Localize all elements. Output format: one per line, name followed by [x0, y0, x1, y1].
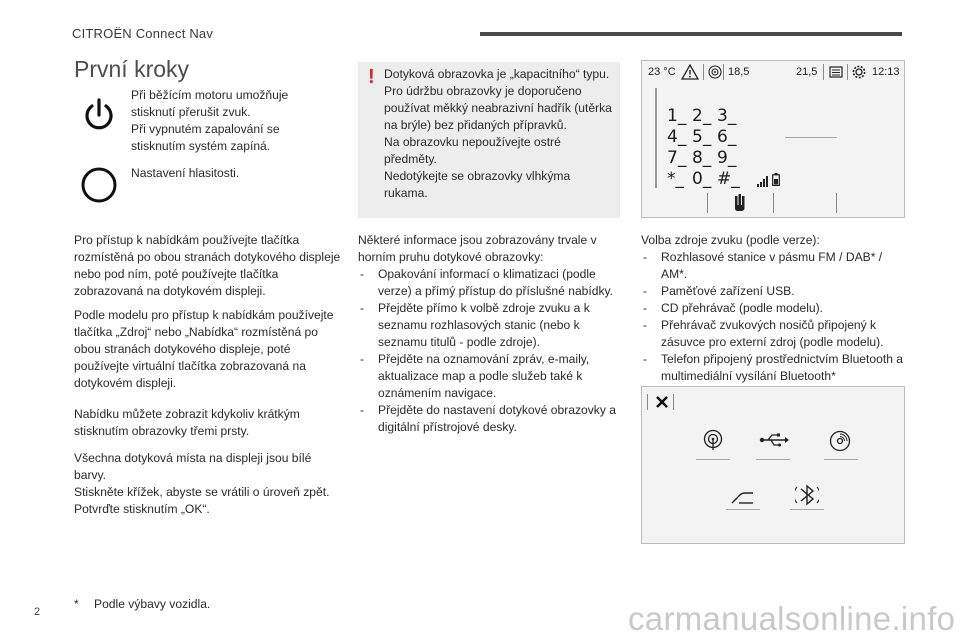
page-title: První kroky	[74, 56, 190, 82]
key: 5_	[692, 127, 712, 147]
paragraph-three-fingers: Nabídku můžete zobrazit kdykoliv krátkým stisknutím obrazovky třemi prsty.	[74, 407, 300, 438]
list-item: - Přehrávač zvukových nosičů připojený k zásuvce pro externí zdroj (podle modelu).	[641, 317, 903, 351]
source-list	[641, 249, 903, 402]
key: 7_	[667, 148, 687, 168]
key: 3_	[717, 106, 737, 126]
list-item: - Telefon připojený prostřednictvím Bluetooth a multimediální vysílání Bluetooth*	[641, 351, 903, 402]
power-description: Při běžícím motoru umožňuje stisknutí přerušit zvuk. Při vypnutém zapalování se stisknutím systém zapíná.	[131, 88, 289, 153]
key: 4_	[667, 127, 687, 147]
watermark: carmanualsonline.info	[628, 600, 956, 637]
usb-icon	[759, 433, 789, 452]
bar-separator	[773, 193, 774, 213]
document-header: CITROËN Connect Nav	[72, 26, 214, 41]
bar-separator	[703, 64, 704, 80]
key: 6_	[717, 127, 737, 147]
signal-strength-icon	[756, 174, 770, 192]
tile-underline	[696, 459, 730, 460]
bar-separator	[836, 193, 837, 213]
footnote-text: Podle výbavy vozidla.	[94, 597, 211, 611]
keypad-row	[667, 106, 742, 127]
screen-left-divider	[655, 88, 657, 188]
tile-underline	[756, 459, 790, 460]
footnote-mark: *	[74, 597, 79, 611]
volume-knob-icon	[80, 166, 118, 204]
keypad-row	[667, 169, 742, 190]
radio-icon	[703, 429, 723, 456]
right-value: 21,5	[796, 66, 818, 78]
page-number: 2	[34, 606, 41, 618]
list-item: - Přejděte do nastavení dotykové obrazovky a digitální přístrojové desky.	[358, 402, 622, 436]
bar-separator	[847, 64, 848, 80]
tile-underline	[790, 509, 824, 510]
paragraph-touch-zones: Všechna dotyková místa na displeji jsou bílé barvy. Stiskněte křížek, abyste se vrátili o úroveň zpět. Potvrďte stisknutím „OK“.	[74, 451, 330, 516]
top-bar-list	[358, 266, 622, 436]
list-item: - Rozhlasové stanice v pásmu FM / DAB* / AM*.	[641, 249, 903, 283]
climate-temp: 23 °C	[648, 66, 676, 78]
list-item: - CD přehrávač (podle modelu).	[641, 300, 903, 317]
key: 0_	[692, 169, 712, 189]
key: 2_	[692, 106, 712, 126]
touchscreen-illustration-sources	[641, 386, 905, 544]
clock: 12:13	[872, 66, 900, 78]
warning-triangle-icon	[681, 64, 699, 85]
keypad-row	[667, 127, 742, 148]
top-bar-intro: Některé informace jsou zobrazovány trvale v horním pruhu dotykové obrazovky:	[358, 233, 597, 264]
header-rule	[480, 32, 902, 36]
left-value: 18,5	[728, 66, 750, 78]
key: #_	[717, 169, 740, 189]
aux-jack-icon	[729, 486, 755, 511]
bar-separator	[673, 394, 674, 410]
hand-touch-icon	[733, 194, 747, 217]
power-icon	[80, 96, 118, 134]
paragraph-menus: Pro přístup k nabídkám používejte tlačítka rozmístěná po obou stranách dotykového displeje nebo pod ním, poté používejte tlačítka zobrazovaná na dotykovém displeji.	[74, 233, 341, 298]
source-intro: Volba zdroje zvuku (podle verze):	[641, 233, 820, 247]
cd-icon	[829, 430, 851, 457]
list-item: - Přejděte na oznamování zpráv, e-maily, aktualizace map a podle služeb také k oznámením navigace.	[358, 351, 622, 402]
list-item: - Opakování informací o klimatizaci (podle verze) a přímý přístup do příslušné nabídky.	[358, 266, 622, 300]
phone-keypad	[667, 106, 742, 190]
warning-icon: !	[368, 66, 375, 88]
radio-source-icon	[708, 65, 722, 84]
tile-underline	[726, 509, 760, 510]
list-item: - Paměťové zařízení USB.	[641, 283, 903, 300]
close-icon	[655, 395, 669, 414]
messages-icon	[829, 65, 843, 84]
key: 9_	[717, 148, 737, 168]
bar-separator	[823, 64, 824, 80]
battery-icon	[772, 173, 780, 191]
bar-separator	[707, 193, 708, 213]
tile-underline	[824, 459, 858, 460]
list-item: - Přejděte přímo k volbě zdroje zvuku a k seznamu rozhlasových stanic (nebo k seznamu titulů - podle zdroje).	[358, 300, 622, 351]
bar-separator	[723, 64, 724, 80]
paragraph-source-menu: Podle modelu pro přístup k nabídkám používejte tlačítka „Zdroj“ nebo „Nabídka“ rozmístěná po obou stranách dotykového displeje, poté používejte virtuální tlačítka zobrazovaná na dotykovém displeji.	[74, 308, 334, 390]
key: 8_	[692, 148, 712, 168]
warning-text: Dotyková obrazovka je „kapacitního“ typu. Pro údržbu obrazovky je doporučeno používat měkký neabrazivní hadřík (utěrka na brýle) bez přidaných přípravků. Na obrazovku nepoužívejte ostré předměty. Nedotýkejte se obrazovky vlhkýma rukama.	[384, 67, 612, 200]
key: 1_	[667, 106, 687, 126]
key: *_	[667, 169, 684, 189]
keypad-row	[667, 148, 742, 169]
settings-gear-icon	[852, 65, 866, 84]
volume-description: Nastavení hlasitosti.	[131, 166, 240, 180]
number-entry-line	[785, 137, 837, 138]
bar-separator	[647, 394, 648, 410]
